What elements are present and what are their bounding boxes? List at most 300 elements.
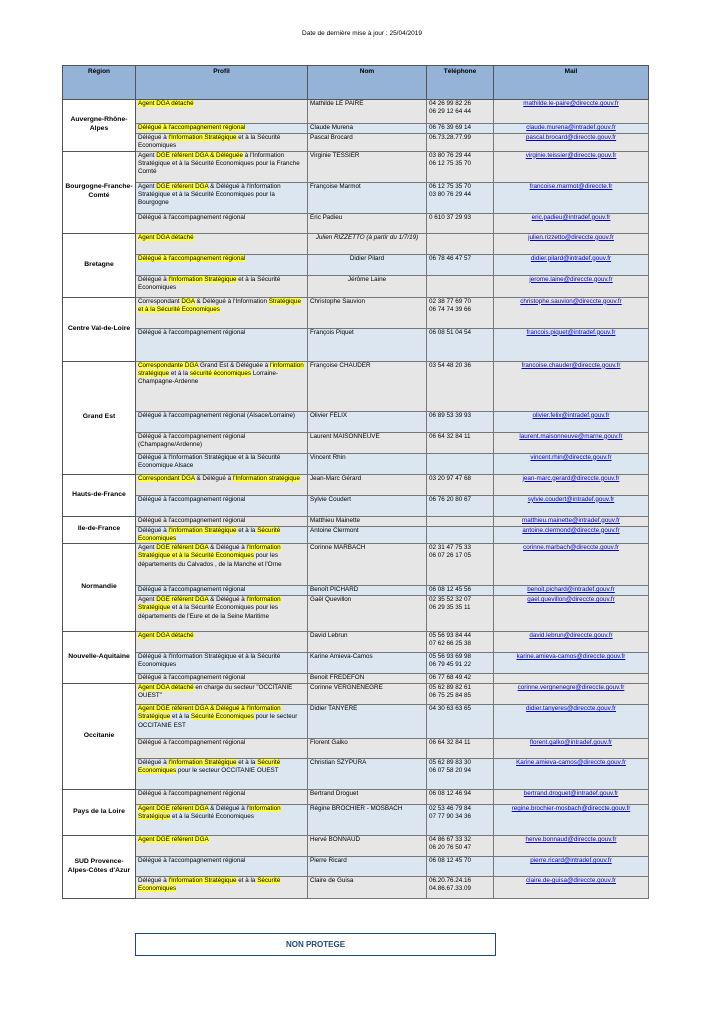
profil-cell bbox=[136, 328, 308, 361]
highlighted-text: l'Information Stratégique bbox=[168, 759, 237, 767]
highlighted-text: l'Information stratégique bbox=[232, 474, 300, 482]
nom-cell: Benoît PICHARD bbox=[308, 586, 427, 596]
profil-text: Agent bbox=[138, 151, 157, 159]
table-row bbox=[63, 739, 649, 759]
table-row bbox=[63, 632, 649, 653]
profil-text: Correspondant bbox=[138, 297, 182, 305]
telephone-cell bbox=[427, 474, 494, 495]
profil-cell bbox=[136, 297, 308, 328]
table-row bbox=[63, 100, 649, 124]
highlighted-text: sécurité économiques bbox=[189, 369, 252, 377]
profil-cell bbox=[136, 254, 308, 275]
phone-number: 02 38 77 69 70 bbox=[429, 297, 472, 305]
profil-text: Délégué à l'accompagnement régional bbox=[138, 516, 246, 524]
profil-cell bbox=[136, 124, 308, 134]
phone-number: 06 75 25 84 85 bbox=[429, 692, 472, 700]
profil-text: Grand Est & Déléguée à bbox=[198, 361, 270, 369]
telephone-cell bbox=[427, 790, 494, 805]
nom-cell: Gaël Quevillon bbox=[308, 596, 427, 632]
phone-number: 04 30 63 63 65 bbox=[429, 705, 472, 713]
nom-cell: Christophe Sauvion bbox=[308, 297, 427, 328]
table-row bbox=[63, 233, 649, 254]
nom-cell: Julien RIZZETTO (à partir du 1/7/19) bbox=[308, 233, 427, 254]
highlighted-text: l'Information Stratégique bbox=[168, 526, 237, 534]
phone-number: 03 80 76 29 44 bbox=[429, 151, 472, 159]
phone-number: 05 56 93 69 98 bbox=[429, 653, 472, 661]
mail-link[interactable]: mathilde.le-paire@direccte.gouv.fr bbox=[494, 100, 649, 124]
highlighted-text: Information Stratégique bbox=[138, 805, 281, 821]
highlighted-text: Stratégique et à la Sécurité Economiques bbox=[138, 297, 301, 313]
highlighted-text: l'Information Stratégique bbox=[168, 275, 237, 283]
classification-label: NON PROTEGE bbox=[135, 933, 496, 956]
phone-number: 06 64 32 84 11 bbox=[429, 739, 471, 747]
mail-link[interactable]: jerome.laine@direccte.gouv.fr bbox=[494, 275, 649, 297]
profil-cell bbox=[136, 586, 308, 596]
profil-cell bbox=[136, 411, 308, 432]
mail-link[interactable] bbox=[494, 674, 649, 684]
highlighted-text: DGE référent DGA bbox=[156, 544, 209, 552]
nom-cell: Antoine Clermont bbox=[308, 526, 427, 544]
mail-link[interactable]: olivier.felix@intradef.gouv.fr bbox=[494, 411, 649, 432]
telephone-cell bbox=[427, 328, 494, 361]
highlighted-text: DGA bbox=[181, 297, 195, 305]
profil-text: Agent bbox=[138, 596, 157, 604]
nom-cell: Pascal Brocard bbox=[308, 134, 427, 152]
profil-cell bbox=[136, 857, 308, 877]
table-row bbox=[63, 432, 649, 453]
mail-link[interactable]: antoine.clermond@direccte.gouv.fr bbox=[494, 526, 649, 544]
mail-link[interactable]: regine.brochier-mosbach@direccte.gouv.fr bbox=[494, 805, 649, 836]
nom-cell: Jean-Marc Gérard bbox=[308, 474, 427, 495]
telephone-cell bbox=[427, 632, 494, 653]
phone-number: 06 78 46 47 57 bbox=[429, 254, 472, 262]
mail-link[interactable]: benoit.pichard@intradef.gouv.fr bbox=[494, 586, 649, 596]
highlighted-text: Agent DGA détaché bbox=[138, 100, 194, 107]
table-row bbox=[63, 275, 649, 297]
mail-link[interactable]: florent.galko@intradef.gouv.fr bbox=[494, 739, 649, 759]
telephone-cell bbox=[427, 857, 494, 877]
phone-number: 04.86.67.33.09 bbox=[429, 885, 472, 893]
mail-link[interactable]: corinne.vergnenegre@direccte.gouv.fr bbox=[494, 684, 649, 705]
nom-cell: Claire de Guisa bbox=[308, 877, 427, 899]
profil-text: Délégué à l'accompagnement régional bbox=[138, 495, 246, 503]
phone-number: 06 77 68 49 42 bbox=[429, 674, 472, 682]
profil-text: pour les départements du Calvados , de la Manche et l'Orne bbox=[138, 552, 282, 568]
phone-number: 07 77 90 34 36 bbox=[429, 813, 472, 821]
telephone-cell bbox=[427, 526, 494, 544]
telephone-cell bbox=[427, 213, 494, 233]
mail-link[interactable]: bertrand.droguet@intradef.gouv.fr bbox=[494, 790, 649, 805]
highlighted-text: Délégué à l'accompagnement régional bbox=[138, 124, 246, 131]
profil-cell bbox=[136, 134, 308, 152]
profil-text: Délégué à l'accompagnement régional bbox=[138, 328, 246, 336]
profil-text: & Délégué à bbox=[208, 596, 247, 604]
table-row bbox=[63, 361, 649, 411]
profil-cell bbox=[136, 495, 308, 516]
highlighted-text: Agent DGA détaché bbox=[138, 632, 194, 640]
highlighted-text: DGE référent DGA bbox=[156, 596, 209, 604]
mail-link[interactable]: david.lebrun@direccte.gouv.fr bbox=[494, 632, 649, 653]
profil-cell bbox=[136, 805, 308, 836]
region-cell: Ile-de-France bbox=[63, 516, 136, 544]
table-row bbox=[63, 182, 649, 213]
telephone-cell bbox=[427, 124, 494, 134]
phone-number: 06 08 12 45 70 bbox=[429, 857, 472, 865]
highlighted-text: Correspondant DGA bbox=[138, 474, 195, 482]
profil-cell bbox=[136, 632, 308, 653]
phone-number: 07 62 66 25 38 bbox=[429, 640, 472, 648]
profil-text: & Délégué à bbox=[194, 474, 233, 482]
mail-link[interactable]: herve.bonnaud@direccte.gouv.fr bbox=[494, 836, 649, 857]
nom-cell: Florent Galko bbox=[308, 739, 427, 759]
profil-text: Délégué à bbox=[138, 275, 169, 283]
profil-cell bbox=[136, 684, 308, 705]
phone-number: 05 62 89 82 61 bbox=[429, 684, 472, 692]
phone-number: 05 56 93 84 44 bbox=[429, 632, 472, 640]
region-cell: Normandie bbox=[63, 544, 136, 632]
phone-number: 06 08 51 04 54 bbox=[429, 328, 472, 336]
profil-text: pour le secteur OCCITANIE EST bbox=[138, 713, 298, 729]
telephone-cell bbox=[427, 151, 494, 182]
telephone-cell bbox=[427, 182, 494, 213]
mail-link[interactable]: francoise.chauder@direccte.gouv.fr bbox=[494, 361, 649, 411]
profil-text: et à la Sécurité Economiques bbox=[138, 134, 281, 150]
profil-cell bbox=[136, 361, 308, 411]
mail-link[interactable]: pierre.ricard@intradef.gouv.fr bbox=[494, 857, 649, 877]
profil-cell bbox=[136, 739, 308, 759]
region-cell: SUD Provence-Alpes-Côtes d'Azur bbox=[63, 836, 136, 899]
phone-number: 03 54 48 20 36 bbox=[429, 361, 472, 369]
profil-text: et à la Sécurité Economiques bbox=[138, 275, 281, 291]
phone-number: 06.73.28.77.99 bbox=[429, 134, 472, 141]
profil-text: Délégué à bbox=[138, 759, 169, 767]
nom-cell: Sylvie Coudert bbox=[308, 495, 427, 516]
col-header-region: Région bbox=[63, 66, 136, 100]
table-row bbox=[63, 328, 649, 361]
highlighted-text: Agent DGE référent DGA bbox=[138, 836, 209, 844]
last-update-date: Date de dernière mise à jour : 25/04/2019 bbox=[302, 30, 422, 37]
telephone-cell bbox=[427, 596, 494, 632]
highlighted-text: l'Information Stratégique et à la Sécurité Economiques bbox=[138, 544, 281, 560]
profil-text: Délégué à l'accompagnement régional bbox=[138, 213, 246, 221]
profil-text: et à la bbox=[236, 877, 258, 885]
mail-link[interactable]: vincent.rhin@direccte.gouv.fr bbox=[494, 453, 649, 474]
col-header-mail: Mail bbox=[494, 66, 649, 100]
profil-text: et à la Sécurité Economiques pour les départements de l'Eure et de la Seine Maritime bbox=[138, 604, 279, 620]
highlighted-text: l'Information Stratégique bbox=[138, 596, 281, 612]
nom-cell: Benoit FREDEFON bbox=[308, 674, 427, 684]
phone-number: 06 07 26 17 05 bbox=[429, 552, 472, 560]
telephone-cell bbox=[427, 233, 494, 254]
phone-number: 06 29 12 64 44 bbox=[429, 108, 472, 116]
profil-text: Lorraine-Champagne-Ardenne bbox=[138, 369, 279, 386]
profil-cell bbox=[136, 233, 308, 254]
telephone-cell bbox=[427, 684, 494, 705]
telephone-cell bbox=[427, 653, 494, 674]
mail-link[interactable]: didier.pilard@intradef.gouv.fr bbox=[494, 254, 649, 275]
highlighted-text: l'Information Stratégique bbox=[168, 877, 237, 885]
nom-cell: Jérôme Laine bbox=[308, 275, 427, 297]
phone-number: 06 76 39 69 14 bbox=[429, 124, 472, 131]
profil-cell bbox=[136, 759, 308, 790]
nom-cell: Didier TANYERE bbox=[308, 705, 427, 739]
phone-number: 06 20 76 50 47 bbox=[429, 844, 472, 852]
mail-link[interactable]: claire.de-guisa@direccte.gouv.fr bbox=[494, 877, 649, 899]
table-row bbox=[63, 151, 649, 182]
phone-number: 05 62 89 83 30 bbox=[429, 759, 472, 767]
phone-number: 04 26 99 82 26 bbox=[429, 100, 472, 107]
nom-cell: Hervé BONNAUD bbox=[308, 836, 427, 857]
mail-link[interactable]: Karine.amieva-camos@direccte.gouv.fr bbox=[494, 759, 649, 790]
phone-number: 06 08 12 45 56 bbox=[429, 586, 472, 594]
phone-number: 06.20.76.24.16 bbox=[429, 877, 472, 885]
profil-text: et à la Sécurité Economiques bbox=[170, 813, 254, 821]
profil-text: Agent bbox=[138, 182, 157, 190]
phone-number: 06 29 35 35 11 bbox=[429, 604, 471, 612]
phone-number: 06 79 45 91 22 bbox=[429, 661, 472, 669]
profil-cell bbox=[136, 182, 308, 213]
table-row bbox=[63, 453, 649, 474]
profil-cell bbox=[136, 100, 308, 124]
nom-cell: Matthieu Mainette bbox=[308, 516, 427, 526]
mail-link[interactable]: julien.rizzetto@direccte.gouv.fr bbox=[494, 233, 649, 254]
mail-link[interactable]: gael.quevillon@direccte.gouv.fr bbox=[494, 596, 649, 632]
mail-link[interactable]: francoise.marmot@direccte.fr bbox=[494, 182, 649, 213]
profil-text: à l'Information Stratégique et à la Sécurité Economiques pour la Franche Comté bbox=[138, 151, 300, 176]
profil-text: pour le secteur OCCITANIE OUEST bbox=[176, 767, 279, 775]
nom-cell: Bertrand Droguet bbox=[308, 790, 427, 805]
profil-cell bbox=[136, 453, 308, 474]
profil-cell bbox=[136, 213, 308, 233]
highlighted-text: DGE référent DGA & Déléguée bbox=[156, 151, 244, 159]
telephone-cell bbox=[427, 361, 494, 411]
profil-cell bbox=[136, 790, 308, 805]
phone-number: 06 89 53 39 93 bbox=[429, 411, 472, 419]
nom-cell: Corinne VERGNENEGRE bbox=[308, 684, 427, 705]
telephone-cell bbox=[427, 739, 494, 759]
nom-cell: Françoise Marmot bbox=[308, 182, 427, 213]
phone-number: 02 35 52 32 07 bbox=[429, 596, 472, 604]
profil-text: Délégué à l'accompagnement régional bbox=[138, 739, 246, 747]
nom-cell: David Lebrun bbox=[308, 632, 427, 653]
table-row bbox=[63, 411, 649, 432]
region-cell: Hauts-de-France bbox=[63, 474, 136, 516]
mail-link[interactable]: claude.murena@intradef.gouv.fr bbox=[494, 124, 649, 134]
profil-cell bbox=[136, 432, 308, 453]
nom-cell: Pierre Ricard bbox=[308, 857, 427, 877]
telephone-cell bbox=[427, 674, 494, 684]
table-row bbox=[63, 705, 649, 739]
region-cell: Grand Est bbox=[63, 361, 136, 474]
telephone-cell bbox=[427, 877, 494, 899]
mail-link[interactable]: corinne.marbach@direccte.gouv.fr bbox=[494, 544, 649, 586]
telephone-cell bbox=[427, 100, 494, 124]
profil-text: en charge du secteur "OCCITANIE OUEST" bbox=[138, 684, 293, 700]
nom-cell: Didier Pilard bbox=[308, 254, 427, 275]
table-row bbox=[63, 759, 649, 790]
region-cell: Centre Val-de-Loire bbox=[63, 297, 136, 361]
phone-number: 03 80 76 29 44 bbox=[429, 190, 472, 198]
nom-cell: Françoise CHAUDER bbox=[308, 361, 427, 411]
highlighted-text: Sécurité Economiques bbox=[138, 759, 281, 775]
profil-cell bbox=[136, 526, 308, 544]
table-row bbox=[63, 684, 649, 705]
nom-cell: Olivier FELIX bbox=[308, 411, 427, 432]
highlighted-text: l'Information Stratégique bbox=[168, 134, 237, 141]
col-header-profil: Profil bbox=[136, 66, 308, 100]
mail-link[interactable]: jean-marc.gerard@direccte.gouv.fr bbox=[494, 474, 649, 495]
telephone-cell bbox=[427, 134, 494, 152]
profil-text: & Délégué à l'Information Stratégique et à la Sécurité Economiques pour la Bourgogne bbox=[138, 182, 281, 207]
region-cell: Bourgogne-Franche-Comté bbox=[63, 151, 136, 233]
table-row bbox=[63, 544, 649, 586]
mail-link[interactable]: didier.tanyeres@direccte.gouv.fr bbox=[494, 705, 649, 739]
phone-number: 06 76 20 80 67 bbox=[429, 495, 472, 503]
highlighted-text: DGE référent DGA bbox=[156, 182, 209, 190]
phone-number: 0 610 37 29 93 bbox=[429, 213, 472, 221]
table-row bbox=[63, 124, 649, 134]
profil-cell bbox=[136, 653, 308, 674]
highlighted-text: Correspondante DGA bbox=[138, 361, 199, 369]
telephone-cell bbox=[427, 516, 494, 526]
telephone-cell bbox=[427, 544, 494, 586]
profil-text: Délégué à l'Information Stratégique et à la Sécurité Economique Alsace bbox=[138, 453, 281, 469]
phone-number: 06 07 58 20 94 bbox=[429, 767, 472, 775]
telephone-cell bbox=[427, 495, 494, 516]
region-cell: Bretagne bbox=[63, 233, 136, 297]
profil-text: et à la bbox=[170, 713, 191, 721]
nom-cell: Eric Padieu bbox=[308, 213, 427, 233]
profil-cell bbox=[136, 544, 308, 586]
table-row bbox=[63, 836, 649, 857]
profil-text: & Délégué à l'Information bbox=[194, 297, 269, 305]
table-body bbox=[63, 100, 649, 899]
mail-link[interactable]: matthieu.mainette@intradef.gouv.fr bbox=[494, 516, 649, 526]
phone-number: 04 86 67 33 32 bbox=[429, 836, 472, 844]
profil-text: Agent bbox=[138, 544, 157, 552]
table-row bbox=[63, 526, 649, 544]
nom-cell: Vincent Rhin bbox=[308, 453, 427, 474]
mail-link[interactable]: pascal.brocard@direccte.gouv.fr bbox=[494, 134, 649, 152]
table-row bbox=[63, 857, 649, 877]
nom-cell: Karine Amieva-Camos bbox=[308, 653, 427, 674]
profil-cell bbox=[136, 674, 308, 684]
telephone-cell bbox=[427, 705, 494, 739]
telephone-cell bbox=[427, 836, 494, 857]
profil-text: Délégué à l'accompagnement régional bbox=[138, 857, 246, 865]
highlighted-text: Sécurité Economiques bbox=[138, 877, 281, 893]
nom-cell: Laurent MAISONNEUVE bbox=[308, 432, 427, 453]
mail-link[interactable]: christophe.sauvion@direccte.gouv.fr bbox=[494, 297, 649, 328]
phone-number: 06 08 12 46 94 bbox=[429, 790, 472, 798]
nom-cell: Mathilde LE PAIRE bbox=[308, 100, 427, 124]
telephone-cell bbox=[427, 275, 494, 297]
telephone-cell bbox=[427, 254, 494, 275]
profil-cell bbox=[136, 877, 308, 899]
profil-text: & Délégué à l' bbox=[208, 805, 250, 813]
highlighted-text: Sécurité Economiques bbox=[190, 713, 254, 721]
highlighted-text: Délégué à l'accompagnement régional bbox=[138, 254, 246, 262]
table-row bbox=[63, 495, 649, 516]
telephone-cell bbox=[427, 759, 494, 790]
profil-text: Délégué à bbox=[138, 526, 169, 534]
table-row bbox=[63, 653, 649, 674]
mail-link[interactable]: eric.padieu@intradef.gouv.fr bbox=[494, 213, 649, 233]
phone-number: 02 31 47 75 33 bbox=[429, 544, 472, 552]
highlighted-text: Agent DGE référent DGA & Délégué à l'Information Stratégique bbox=[138, 705, 281, 721]
profil-text: Délégué à l'accompagnement régional bbox=[138, 586, 246, 594]
nom-cell: Virginie TESSIER bbox=[308, 151, 427, 182]
profil-cell bbox=[136, 836, 308, 857]
telephone-cell bbox=[427, 805, 494, 836]
table-row bbox=[63, 586, 649, 596]
phone-number: 06 12 75 35 70 bbox=[429, 182, 472, 190]
table-row bbox=[63, 254, 649, 275]
mail-link[interactable]: virginie.teissier@direccte.gouv.fr bbox=[494, 151, 649, 182]
telephone-cell bbox=[427, 297, 494, 328]
phone-number: 06 74 74 39 66 bbox=[429, 305, 472, 313]
contacts-table bbox=[62, 65, 649, 899]
profil-text: et à la bbox=[236, 759, 258, 767]
col-header-nom: Nom bbox=[308, 66, 427, 100]
table-row bbox=[63, 297, 649, 328]
phone-number: 02 53 46 79 84 bbox=[429, 805, 472, 813]
table-row bbox=[63, 790, 649, 805]
region-cell: Nouvelle-Aquitaine bbox=[63, 632, 136, 684]
profil-text: Délégué à l'accompagnement régional (Alsace/Lorraine) bbox=[138, 411, 295, 419]
telephone-cell bbox=[427, 453, 494, 474]
telephone-cell bbox=[427, 586, 494, 596]
telephone-cell bbox=[427, 432, 494, 453]
profil-cell bbox=[136, 516, 308, 526]
table-row bbox=[63, 674, 649, 684]
profil-text: Délégué à l'accompagnement régional bbox=[138, 674, 246, 682]
mail-link[interactable]: karine.amieva-camos@direccte.gouv.fr bbox=[494, 653, 649, 674]
mail-link[interactable]: laurent.maisonneuve@marne.gouv.fr bbox=[494, 432, 649, 453]
highlighted-text: Sécurité Economiques bbox=[138, 526, 281, 542]
phone-number: 03 20 97 47 68 bbox=[429, 474, 472, 482]
mail-link[interactable]: sylvie.coudert@intradef.gouv.fr bbox=[494, 495, 649, 516]
region-cell: Pays de la Loire bbox=[63, 790, 136, 836]
nom-cell: Corinne MARBACH bbox=[308, 544, 427, 586]
profil-cell bbox=[136, 596, 308, 632]
profil-cell bbox=[136, 705, 308, 739]
region-cell: Occitanie bbox=[63, 684, 136, 790]
highlighted-text: l'information stratégique bbox=[138, 361, 304, 377]
table-row bbox=[63, 134, 649, 152]
highlighted-text: Agent DGA détaché bbox=[138, 684, 194, 692]
col-header-telephone: Téléphone bbox=[427, 66, 494, 100]
table-row bbox=[63, 213, 649, 233]
telephone-cell bbox=[427, 411, 494, 432]
profil-cell bbox=[136, 275, 308, 297]
profil-cell bbox=[136, 474, 308, 495]
table-row bbox=[63, 474, 649, 495]
profil-text: Délégué à bbox=[138, 877, 169, 885]
phone-number: 06 64 32 84 11 bbox=[429, 432, 471, 440]
table-header-row bbox=[63, 66, 649, 100]
profil-text: Délégué à l'accompagnement régional (Champagne/Ardenne) bbox=[138, 432, 246, 448]
nom-cell: Christian SZYPURA bbox=[308, 759, 427, 790]
profil-text: et à la bbox=[236, 526, 258, 534]
highlighted-text: Agent DGE référent DGA bbox=[138, 805, 209, 813]
table-row bbox=[63, 877, 649, 899]
phone-number: 06 12 75 35 70 bbox=[429, 159, 472, 167]
nom-cell: Claude Murena bbox=[308, 124, 427, 134]
mail-link[interactable]: francois.piquet@intradef.gouv.fr bbox=[494, 328, 649, 361]
profil-text: et à la bbox=[169, 369, 190, 377]
profil-cell bbox=[136, 151, 308, 182]
